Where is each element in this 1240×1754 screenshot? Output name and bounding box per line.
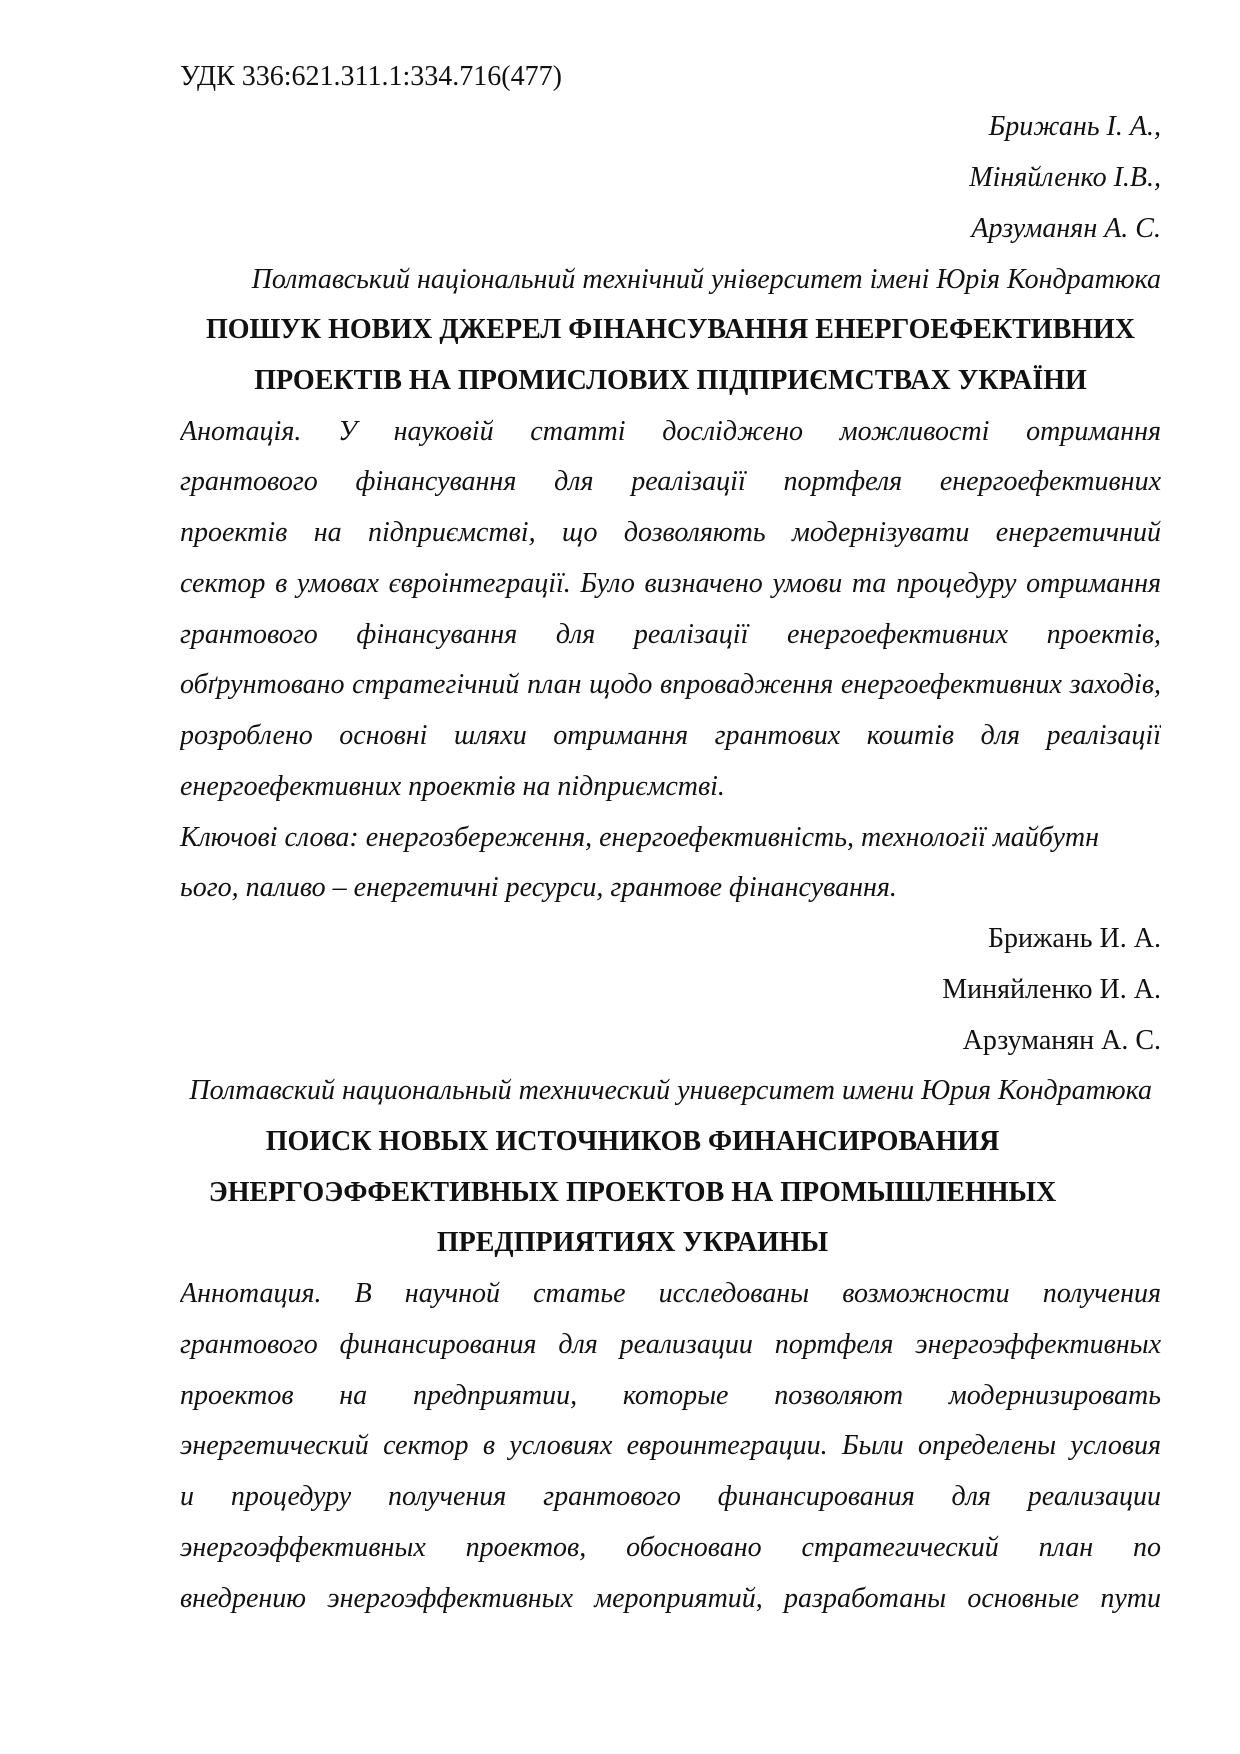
- title-ru-line-2: ЭНЕРГОЭФФЕКТИВНЫХ ПРОЕКТОВ НА ПРОМЫШЛЕННЫХ: [208, 1177, 1057, 1208]
- author-ua-1: Брижань І. А.,: [988, 111, 1161, 142]
- author-ua-2: Міняйленко І.В.,: [969, 162, 1161, 193]
- abstract-ua-line: Анотація. У науковій статті досліджено можливості отримання: [180, 416, 1161, 447]
- abstract-ru-line: энергоэффективных проектов, обосновано стратегический план по: [180, 1532, 1161, 1563]
- abstract-ua-line: проектів на підприємстві, що дозволяють модернізувати енергетичний: [180, 517, 1161, 548]
- abstract-ru-line: и процедуру получения грантового финансирования для реализации: [180, 1481, 1161, 1512]
- author-ru-2: Миняйленко И. А.: [942, 974, 1161, 1005]
- keywords-ua-line: Ключові слова: енергозбереження, енергоефективність, технології майбутн: [180, 822, 1100, 853]
- title-ru-line-3: ПРЕДПРИЯТИЯХ УКРАИНЫ: [436, 1227, 829, 1258]
- abstract-ua-line: розроблено основні шляхи отримання грантових коштів для реалізації: [180, 720, 1161, 751]
- title-ua-line-1: ПОШУК НОВИХ ДЖЕРЕЛ ФІНАНСУВАННЯ ЕНЕРГОЕФЕКТИВНИХ: [205, 314, 1136, 345]
- abstract-ua-line: обґрунтовано стратегічний план щодо впровадження енергоефективних заходів,: [180, 669, 1161, 700]
- abstract-ru-line: грантового финансирования для реализации портфеля энергоэффективных: [180, 1329, 1161, 1360]
- abstract-ua-line: сектор в умовах євроінтеграції. Було визначено умови та процедуру отримання: [180, 568, 1161, 599]
- author-ru-3: Арзуманян А. С.: [962, 1025, 1161, 1056]
- abstract-ru-line: проектов на предприятии, которые позволяют модернизировать: [180, 1380, 1161, 1411]
- author-ru-1: Брижань И. А.: [987, 923, 1161, 954]
- abstract-ua-line: грантового фінансування для реалізації енергоефективних проектів,: [180, 619, 1161, 650]
- abstract-ru-line: Аннотация. В научной статье исследованы возможности получения: [180, 1278, 1161, 1309]
- abstract-ru-line: энергетический сектор в условиях евроинтеграции. Были определены условия: [180, 1430, 1161, 1461]
- affiliation-ru: Полтавский национальный технический университет имени Юрия Кондратюка: [189, 1075, 1152, 1106]
- abstract-ua-line: енергоефективних проектів на підприємстві.: [180, 771, 725, 802]
- udc-code: УДК 336:621.311.1:334.716(477): [180, 61, 562, 92]
- title-ua-line-2: ПРОЕКТІВ НА ПРОМИСЛОВИХ ПІДПРИЄМСТВАХ УКРАЇНИ: [254, 365, 1087, 396]
- author-ua-3: Арзуманян А. С.: [971, 213, 1161, 244]
- affiliation-ua: Полтавський національний технічний університет імені Юрія Кондратюка: [251, 264, 1161, 295]
- abstract-ua-line: грантового фінансування для реалізації портфеля енергоефективних: [180, 466, 1161, 497]
- keywords-ua-line: ього, паливо – енергетичні ресурси, грантове фінансування.: [180, 872, 897, 903]
- abstract-ru-line: внедрению энергоэффективных мероприятий, разработаны основные пути: [180, 1583, 1161, 1614]
- title-ru-line-1: ПОИСК НОВЫХ ИСТОЧНИКОВ ФИНАНСИРОВАНИЯ: [265, 1126, 1000, 1157]
